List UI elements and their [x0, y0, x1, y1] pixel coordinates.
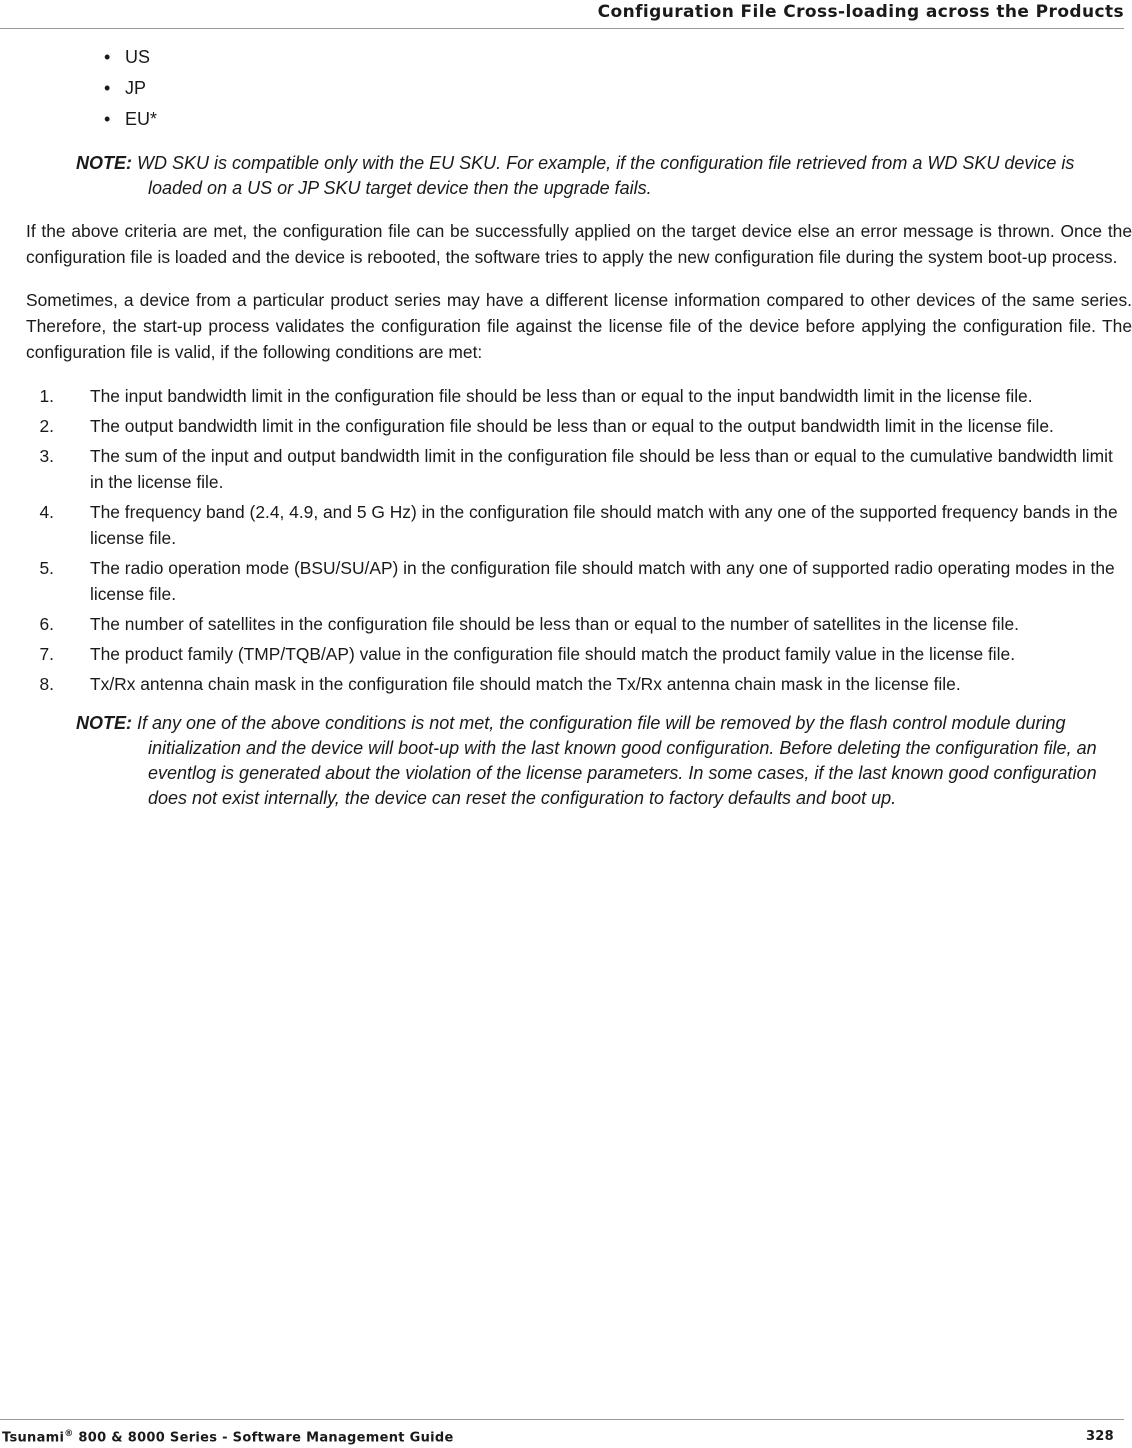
item-text: The number of satellites in the configuration file should be less than or equal to the number of satellites in the license file.: [90, 613, 1020, 634]
item-number: 4.: [39, 501, 54, 522]
list-item: [26, 671, 1132, 697]
item-text: The radio operation mode (BSU/SU/AP) in the configuration file should match with any one of supported radio operating modes in the license file.: [90, 557, 1115, 604]
list-item: [26, 413, 1132, 439]
note-text: If any one of the above conditions is not met, the configuration file will be removed by the flash control module during initialization and the device will boot-up with the last known good configuration. Before deleting the configuration file, an eventlog is generated about the violation of the license parameters. In some cases, if the last known good configuration does not exist internally, the device can reset the configuration to factory defaults and boot up.: [137, 712, 1097, 808]
item-number: 1.: [39, 385, 54, 406]
conditions-list: [26, 383, 1132, 697]
bullet-text: EU*: [125, 109, 158, 129]
page-footer: [0, 1419, 1124, 1448]
page-number: 328: [1085, 1429, 1114, 1444]
header-title: Configuration File Cross-loading across the Products: [597, 2, 1124, 22]
bullet-icon: •: [104, 78, 111, 98]
bullet-text: US: [125, 47, 151, 67]
list-item: [104, 73, 1132, 104]
item-number: 5.: [39, 557, 54, 578]
registered-mark: ®: [64, 1429, 74, 1439]
note-text: WD SKU is compatible only with the EU SKU. For example, if the configuration file retrieved from a WD SKU device is loaded on a US or JP SKU target device then the upgrade fails.: [137, 153, 1075, 198]
item-number: 3.: [39, 445, 54, 466]
item-text: Tx/Rx antenna chain mask in the configuration file should match the Tx/Rx antenna chain mask in the license file.: [90, 673, 961, 694]
paragraph-criteria: If the above criteria are met, the configuration file can be successfully applied on the target device else an error message is thrown. Once the configuration file is loaded and the device is rebooted, the software tries to apply the new configuration file during the system boot-up process.: [26, 221, 1132, 267]
note-sku-compatibility: [76, 151, 1132, 201]
item-number: 8.: [39, 673, 54, 694]
note-label: NOTE:: [76, 712, 132, 733]
item-number: 7.: [39, 643, 54, 664]
list-item: [26, 383, 1132, 409]
footer-guide-title: [2, 1429, 454, 1445]
item-text: The product family (TMP/TQB/AP) value in the configuration file should match the product family value in the license file.: [90, 643, 1016, 664]
page-content: [26, 42, 1132, 811]
paragraph-license-validation: Sometimes, a device from a particular product series may have a different license information compared to other devices of the same series. Therefore, the start-up process validates the configuration file against the license file of the device before applying the configuration file. The configuration file is valid, if the following conditions are met:: [26, 290, 1132, 363]
item-text: The output bandwidth limit in the configuration file should be less than or equal to the output bandwidth limit in the license file.: [90, 415, 1054, 436]
list-item: [104, 104, 1132, 135]
list-item: [26, 443, 1132, 495]
item-text: The sum of the input and output bandwidth limit in the configuration file should be less than or equal to the cumulative bandwidth limit in the license file.: [90, 445, 1113, 492]
footer-product: Tsunami: [2, 1430, 65, 1446]
list-item: [26, 611, 1132, 637]
bullet-icon: •: [104, 47, 111, 67]
footer-guide: 800 & 8000 Series - Software Management Guide: [73, 1430, 454, 1446]
page-header: [0, 0, 1124, 29]
bullet-text: JP: [125, 78, 147, 98]
note-label: NOTE:: [76, 153, 132, 173]
item-text: The input bandwidth limit in the configuration file should be less than or equal to the input bandwidth limit in the license file.: [90, 385, 1033, 406]
list-item: [104, 42, 1132, 73]
item-number: 2.: [39, 415, 54, 436]
sku-bullet-list: [26, 42, 1132, 135]
item-text: The frequency band (2.4, 4.9, and 5 G Hz) in the configuration file should match with any one of the supported frequency bands in the license file.: [90, 501, 1118, 548]
list-item: [26, 641, 1132, 667]
list-item: [26, 499, 1132, 551]
note-license-failure: [76, 711, 1132, 811]
item-number: 6.: [39, 613, 54, 634]
bullet-icon: •: [104, 109, 111, 129]
list-item: [26, 555, 1132, 607]
